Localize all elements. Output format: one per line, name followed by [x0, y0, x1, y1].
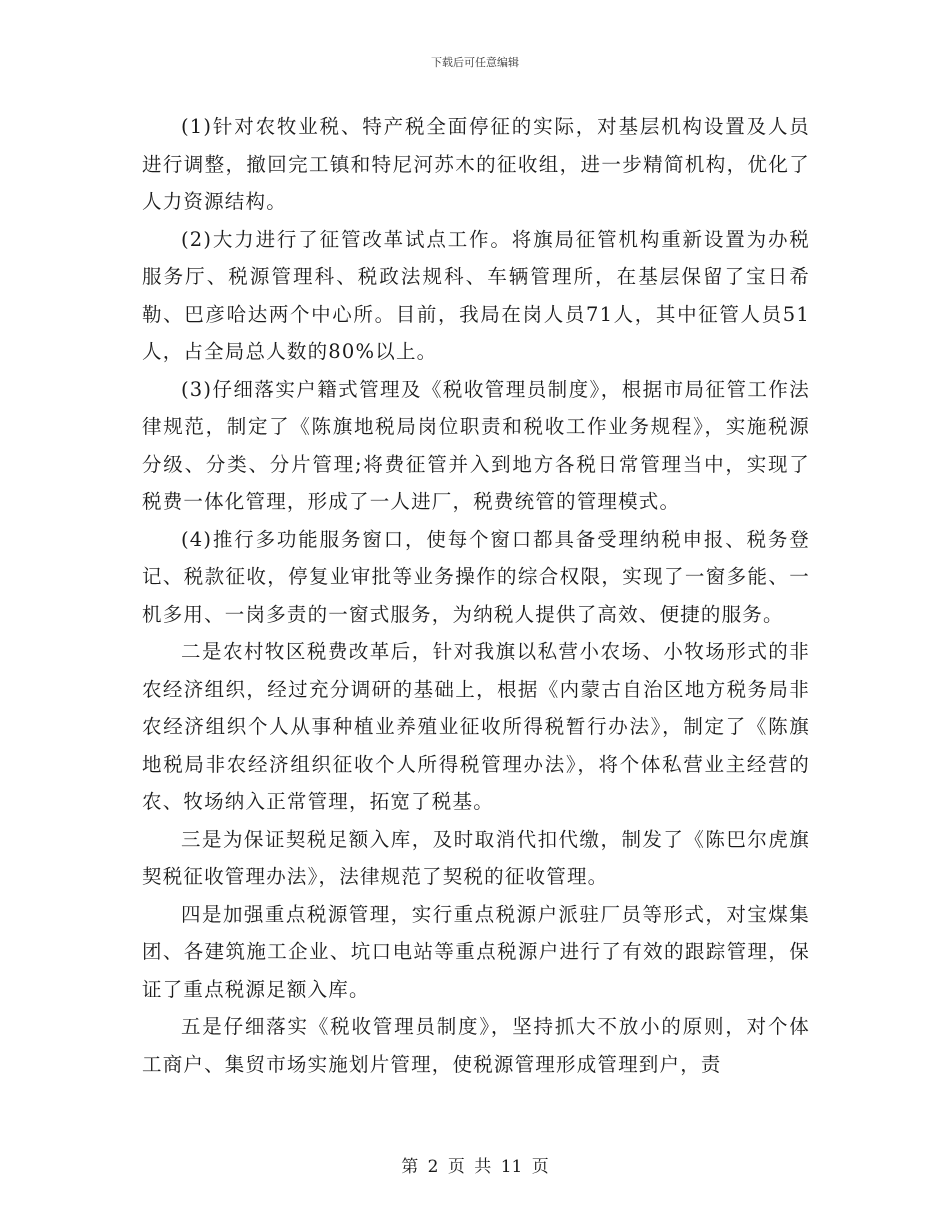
paragraph-item-1: (1)针对农牧业税、特产税全面停征的实际，对基层机构设置及人员进行调整，撤回完工镇和特尼河苏木的征收组，进一步精简机构，优化了人力资源结构。 — [142, 115, 810, 213]
paragraph-point-5: 五是仔细落实《税收管理员制度》，坚持抓大不放小的原则，对个体工商户、集贸市场实施划片管理，使税源管理形成管理到户，责 — [142, 1015, 810, 1076]
paragraph-item-4: (4)推行多功能服务窗口，使每个窗口都具备受理纳税申报、税务登记、税款征收，停复业审批等业务操作的综合权限，实现了一窗多能、一机多用、一岗多责的一窗式服务，为纳税人提供了高效、便捷的服务。 — [142, 527, 810, 626]
page-header: 下载后可任意编辑 — [431, 56, 519, 69]
document-body — [142, 108, 810, 1083]
paragraph-point-3: 三是为保证契税足额入库，及时取消代扣代缴，制发了《陈巴尔虎旗契税征收管理办法》，法律规范了契税的征收管理。 — [142, 827, 810, 888]
paragraph-item-3: (3)仔细落实户籍式管理及《税收管理员制度》，根据市局征管工作法律规范，制定了《陈旗地税局岗位职责和税收工作业务规程》，实施税源分级、分类、分片管理;将费征管并入到地方各税日常管理当中，实现了税费一体化管理，形成了一人进厂，税费统管的管理模式。 — [142, 377, 810, 513]
paragraph-point-4: 四是加强重点税源管理，实行重点税源户派驻厂员等形式，对宝煤集团、各建筑施工企业、坑口电站等重点税源户进行了有效的跟踪管理，保证了重点税源足额入库。 — [142, 902, 810, 1001]
paragraph-item-2: (2)大力进行了征管改革试点工作。将旗局征管机构重新设置为办税服务厅、税源管理科、税政法规科、车辆管理所，在基层保留了宝日希勒、巴彦哈达两个中心所。目前，我局在岗人员71人，其中征管人员51人，占全局总人数的80%以上。 — [142, 227, 810, 363]
page-footer: 第 2 页 共 11 页 — [401, 1157, 549, 1177]
paragraph-point-2: 二是农村牧区税费改革后，针对我旗以私营小农场、小牧场形式的非农经济组织，经过充分调研的基础上，根据《内蒙古自治区地方税务局非农经济组织个人从事种植业养殖业征收所得税暂行办法》，制定了《陈旗地税局非农经济组织征收个人所得税管理办法》，将个体私营业主经营的农、牧场纳入正常管理，拓宽了税基。 — [142, 640, 810, 813]
